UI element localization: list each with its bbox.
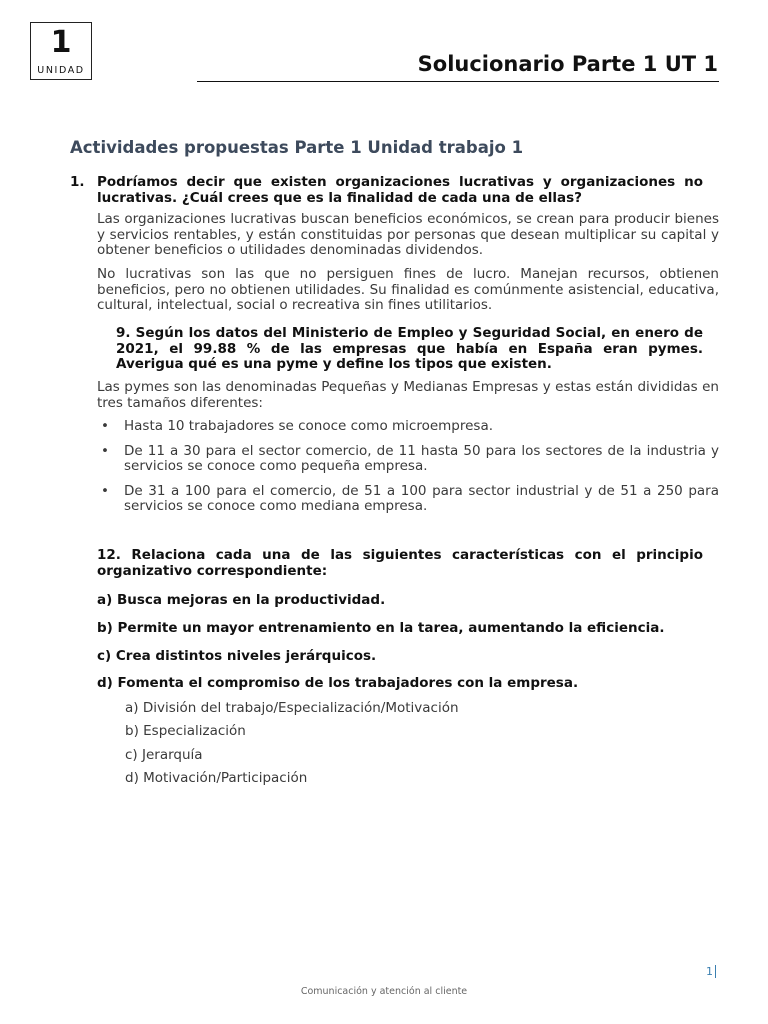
question-1-answer-paragraph-1: Las organizaciones lucrativas buscan beneficios económicos, se crean para producir bienes y servicios rentables, y están constituidas por personas que desean multiplicar su capital y obtener beneficios o utilidades denominadas dividendos. (97, 211, 719, 258)
answer-b: b) Especialización (125, 723, 246, 740)
question-9: 9. Según los datos del Ministerio de Empleo y Seguridad Social, en enero de 2021, el 99.88 % de las empresas que había en España eran pymes. Averigua qué es una pyme y define los tipos que existen. (116, 325, 703, 372)
question-1-answer-paragraph-2: No lucrativas son las que no persiguen fines de lucro. Manejan recursos, obtienen beneficios, pero no obtienen utilidades. Su finalidad es comúnmente asistencial, educativa, cultural, intelectual, social o recreativa sin fines utilitarios. (97, 266, 719, 313)
question-12: 12. Relaciona cada una de las siguientes características con el principio organizativo correspondiente: (97, 547, 703, 579)
page-number-divider (715, 965, 716, 978)
pyme-types-list (97, 419, 719, 524)
list-item-text: Hasta 10 trabajadores se conoce como microempresa. (124, 418, 494, 434)
list-item-text: De 11 a 30 para el sector comercio, de 11 hasta 50 para los sectores de la industria y servicios se conoce como pequeña empresa. (124, 442, 719, 474)
question-1-text: Podríamos decir que existen organizaciones lucrativas y organizaciones no lucrativas. ¿Cuál crees que es la finalidad de cada una de ellas? (97, 174, 703, 206)
question-12-item-c: c) Crea distintos niveles jerárquicos. (97, 648, 377, 664)
page-number: 1 (706, 965, 713, 978)
question-1-number: 1. (70, 174, 85, 190)
section-heading: Actividades propuestas Parte 1 Unidad trabajo 1 (70, 138, 524, 157)
list-item (97, 444, 719, 475)
unit-label: UNIDAD (37, 65, 85, 76)
question-12-item-d: d) Fomenta el compromiso de los trabajadores con la empresa. (97, 675, 579, 691)
question-9-answer-intro: Las pymes son las denominadas Pequeñas y Medianas Empresas y estas están divididas en tres tamaños diferentes: (97, 379, 719, 411)
answer-d: d) Motivación/Participación (125, 769, 308, 786)
question-12-item-b: b) Permite un mayor entrenamiento en la tarea, aumentando la eficiencia. (97, 620, 665, 636)
list-item-text: De 31 a 100 para el comercio, de 51 a 100 para sector industrial y de 51 a 250 para servicios se conoce como mediana empresa. (124, 482, 719, 514)
list-item (97, 419, 719, 435)
question-1 (70, 175, 720, 206)
title-divider (197, 81, 719, 82)
answer-c: c) Jerarquía (125, 746, 203, 763)
bullet-icon: • (101, 482, 109, 499)
page-footer: Comunicación y atención al cliente (300, 986, 468, 997)
list-item (97, 484, 719, 515)
question-12-answers (125, 697, 459, 790)
bullet-icon: • (101, 442, 109, 459)
bullet-icon: • (101, 418, 109, 434)
unit-badge (30, 22, 92, 80)
answer-a: a) División del trabajo/Especialización/Motivación (125, 700, 459, 716)
question-12-item-a: a) Busca mejoras en la productividad. (97, 592, 386, 608)
document-title: Solucionario Parte 1 UT 1 (417, 52, 718, 76)
unit-number: 1 (50, 25, 72, 60)
